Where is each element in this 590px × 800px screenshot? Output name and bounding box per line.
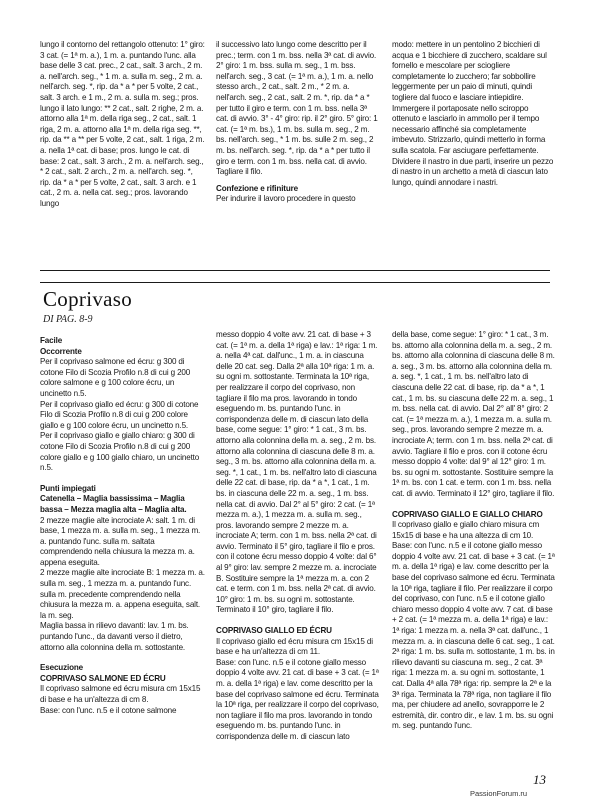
body-col-1: [40, 330, 205, 716]
watermark: PassionForum.ru: [470, 789, 528, 798]
paragraph: Il coprivaso salmone ed écru misura cm 15x15 di base e ha un'altezza di cm 8.: [40, 684, 201, 704]
paragraph: 2 mezze maglie alte incrociate A: salt. 1 m. di base, 1 mezza m. a. sulla m. seg., 1 mezza m. a. puntando l'unc. sulla m. saltata comprendendo nella chiusura la mezza m. a. appena eseguita.: [40, 515, 201, 567]
section-heading: Catenella – Maglia bassissima – Maglia bassa – Mezza maglia alta – Maglia alta.: [40, 494, 187, 514]
finishing-heading: Confezione e rifiniture: [216, 183, 298, 193]
section-heading: Facile: [40, 336, 63, 345]
paragraph: Per il coprivaso salmone ed écru: g 300 di cotone Filo di Scozia Profilo n.8 di cui g 200 colore salmone e g 100 colore écru, un uncinetto n.5.: [40, 357, 191, 398]
section-heading: Punti impiegati: [40, 483, 96, 493]
body-col-2: [216, 330, 381, 743]
section-heading: COPRIVASO SALMONE ED ÉCRU: [40, 673, 166, 683]
top-text-col-2: il successivo lato lungo come descritto per il prec.; term. con 1 m. bss. nella 3ª cat. di avvio. 2° giro: 1 m. bss. sulla m. seg., 1 m. bss. nell'arch. seg., 3 cat. (= 1ª m. a.), 1 m. a. nello stesso arch., 2 cat., salt. 2 m., * 2 m. a. nell'arch. seg., 2 cat., salt. 2 m. *, rip. da * a * per tutto il giro e term. con 1 m. bss. nella 3ª cat. di avvio. 3° - 4° giro: rip. il 2° giro. 5° giro: 1 cat. (= 1ª m. bs.), 1 m. bs. sulla m. seg., 2 m. bs. nell'arch. seg., * 1 m. bs. sulle 2 m. seg., 2 m. bs. nell'arch. seg. *, rip. da * a * per tutto il giro e term. con 1 m. bss. nella cat. di avvio. Tagliare il filo. Confezione e rifiniture Per indurire il lavoro procedere in questo: [216, 40, 381, 205]
top-text-col-3: modo: mettere in un pentolino 2 bicchieri di acqua e 1 bicchiere di zucchero, scaldare sul fornello e mescolare per sciogliere completamente lo zucchero; far sobbollire leggermente per un paio di minuti, quindi togliere dal fuoco e lasciare intiepidire. Immergere il portaposate nello sciroppo ottenuto e lasciarlo in ammollo per il tempo necessario affinché sia completamente imbevuto. Strizzarlo, quindi metterlo in forma sulla scatola. Far asciugare perfettamente. Dividere il nastro in due parti, inserire un pezzo di nastro in un archetto a metà di ciascun lato lungo, quindi annodare i nastri.: [392, 40, 554, 187]
section-heading: COPRIVASO GIALLO E GIALLO CHIARO: [392, 509, 543, 519]
paragraph: Il coprivaso giallo e giallo chiaro misura cm 15x15 di base e ha una altezza di cm 10.: [392, 520, 540, 540]
paragraph: messo doppio 4 volte avv. 21 cat. di base + 3 cat. (= 1ª m. a. della 1ª riga) e lav.: 1ª riga: 1 m. a. nella 4ª cat. dall'unc., 1 m. a. in ciascuna delle 20 cat. seg. Dalla 2ª alla 10ª riga: 1 m. a. su ogni m. sottostante. Terminata la 10ª riga, per realizzare il corpo del coprivaso, non tagliare il filo ma pros. lavorando in tondo eseguendo m. bs. puntando l'unc. in corrispondenza delle m. di ciascun lato della base, come segue: 1° giro: * 1 cat., 3 m. bs. attorno alla colonnina della m. a. seg., 2 m. bs. attorno alla colonnina di ciascuna delle 8 m. a. seg., 3 m. bs. attorno alla colonnina della m. a. seg. *, 1 cat., 1 m. bs. nell'altro lato di ciascuna delle 22 cat. di base, rip. da * a *, 1 cat., 1 m. bs. in ciascuna delle 22 m. a. seg., 1 m. bss. nella cat. di avvio. Dal 2° al 5° giro: 2 cat. (= 1ª mezza m. a.), 1 mezza m. a. sulla m. seg., pros. lavorando sempre 2 mezze m. a. incrociate A; term. con 1 m. bss. nella 2ª cat. di avvio. Terminato il 5° giro, tagliare il filo e pros. con il cotone écru messo doppio 4 volte: dal 6° al 9° giro: lav. sempre 2 mezze m. a. incrociate B. Sostituire sempre la 1ª mezza m. a. con 2 cat. e term. con 1 m. bss. nella 2ª cat. di avvio. 10° giro: 1 m. bs. su ogni m. sottostante. Terminato il 10° giro, tagliare il filo.: [216, 330, 378, 615]
paragraph: della base, come segue: 1° giro: * 1 cat., 3 m. bs. attorno alla colonnina della m. a. seg., 2 m. bs. attorno alla colonnina di ciascuna delle 8 m. a. seg., 3 m. bs. attorno alla colonnina della m. a. seg. *, 1 cat., 1 m. bs. nell'altro lato di ciascuna delle 22 cat. di base, rip. da * a *, 1 cat., 1 m. bs. su ciascuna delle 22 m. a. seg., 1 m. bss. nella cat. di avvio. Dal 2° all' 8° giro: 2 cat. (= 1ª mezza m. a.), 1 mezza m. a. sulla m. seg., pros. lavorando sempre 2 mezze m. a. incrociate A; term. con 1 m. bss. nella 2ª cat. di avvio. Tagliare il filo e pros. con il cotone écru messo doppio 4 volte: dal 9° al 12° giro: 1 m. bs. su ogni m. sottostante. Sostituire sempre la 1ª m. bs. con 1 cat. e term. con 1 m. bss. nella cat. di avvio. Terminato il 12° giro, tagliare il filo.: [392, 330, 555, 498]
section-heading: COPRIVASO GIALLO ED ÉCRU: [216, 626, 332, 636]
paragraph: Per il coprivaso giallo ed écru: g 300 di cotone Filo di Scozia Profilo n.8 di cui g 200 colore giallo e g 100 colore écru, un uncinetto n.5.: [40, 399, 199, 430]
divider-rule: [40, 282, 550, 283]
section-heading: Esecuzione: [40, 663, 84, 673]
top-text-col-1: lungo il contorno del rettangolo ottenuto: 1° giro: 3 cat. (= 1ª m. a.), 1 m. a. puntando l'unc. alla base delle 3 cat. prec., 2 cat., salt. 3 arch., 2 m. a. nell'arch. seg., * 1 m. a. sulla m. seg., 2 m. a. nell'arch. seg. *, rip. da * a * per 5 volte, 2 cat., salt. 3 arch. e 1 m., 2 m. a. sulla m. seg.; pros. lungo il lato lungo: ** 2 cat., salt. 2 righe, 2 m. a. attorno alla 1ª m. della riga seg., 2 cat., salt. 1 riga, 2 m. a. attorno alla 1ª m. della riga seg. **, rip. da ** a ** per 5 volte, 2 cat., salt. 1 riga, 2 m. a. nella 1ª cat. di base; pros. lungo le cat. di base: 2 cat., salt. 3 arch., 2 m. a. nell'arch. seg., * 2 cat., salt. 2 arch., 2 m. a. nell'arch. seg. *, rip. da * a * per 5 volte, 2 cat., salt. 3 arch. e 1 cat., 2 m. a. nella cat. seg.; pros. lavorando lungo: [40, 40, 205, 208]
paragraph: Base: con l'unc. n.5 e il cotone giallo messo doppio 4 volte avv. 21 cat. di base + 3 cat. (= 1ª m. a. della 1ª riga) e lav. come descritto per la base del coprivaso salmone ed écru. Terminata la 10ª riga, per realizzare il corpo del coprivaso, non tagliare il filo ma pros. lavorando in tondo eseguendo m. bs. puntando l'unc. in corrispondenza delle m. di ciascun lato: [216, 657, 379, 741]
paragraph: Base: con l'unc. n.5 e il cotone salmone: [40, 705, 177, 715]
paragraph: Per il coprivaso giallo e giallo chiaro: g 300 di cotone Filo di Scozia Profilo n.8 di cui g 200 colore giallo e g 100 giallo chiaro, un uncinetto n.5.: [40, 431, 200, 473]
paragraph: Il coprivaso giallo ed écru misura cm 15x15 di base e ha un'altezza di cm 11.: [216, 636, 373, 657]
body-col-3: [392, 330, 557, 732]
section-subtitle: DI PAG. 8-9: [43, 314, 93, 325]
paragraph: Maglia bassa in rilievo davanti: lav. 1 m. bs. puntando l'unc., da davanti verso il dietro, attorno alla colonnina della m. sottostante.: [40, 621, 189, 652]
section-title: Coprivaso: [43, 287, 133, 311]
paragraph: Base: con l'unc. n.5 e il cotone giallo messo doppio 4 volte avv. 21 cat. di base + 3 cat. (= 1ª m. a. della 1ª riga) e lav. come descritto per la base del coprivaso salmone ed écru. Terminata la 10ª riga, tagliare il filo. Per realizzare il corpo del coprivaso, con l'unc. n.5 e il cotone giallo chiaro messo doppio 4 volte avv. 7 cat. di base + 2 cat. (= 1ª mezza m. a. della 1ª riga) e lav.: 1ª riga: 1 mezza m. a. nella 3ª cat. dall'unc., 1 mezza m. a. in ciascuna delle 6 cat. seg., 1 cat. 2ª riga: 1 m. bs. sulla m. sottostante, 1 m. bs. in rilievo davanti su ciascuna m. seg., 2 cat. 3ª riga: 1 mezza m. a. su ogni m. sottostante, 1 cat. Dalla 4ª alla 78ª riga: rip. sempre la 2ª e la 3ª riga. Terminata la 78ª riga, non tagliare il filo ma, per chiudere ad anello, sovrapporre le 2 estremità, dir. contro dir., e lav. 1 m. bs. su ogni m. seg. puntando l'unc.: [392, 541, 555, 731]
section-heading: Occorrente: [40, 346, 82, 356]
divider-rule: [40, 270, 550, 271]
paragraph: 2 mezze maglie alte incrociate B: 1 mezza m. a. sulla m. seg., 1 mezza m. a. puntando l'unc. sulla m. precedente comprendendo nella chiusura la mezza m. a. appena eseguita, salt. la m. seg.: [40, 568, 205, 620]
page-number: 13: [533, 772, 546, 787]
